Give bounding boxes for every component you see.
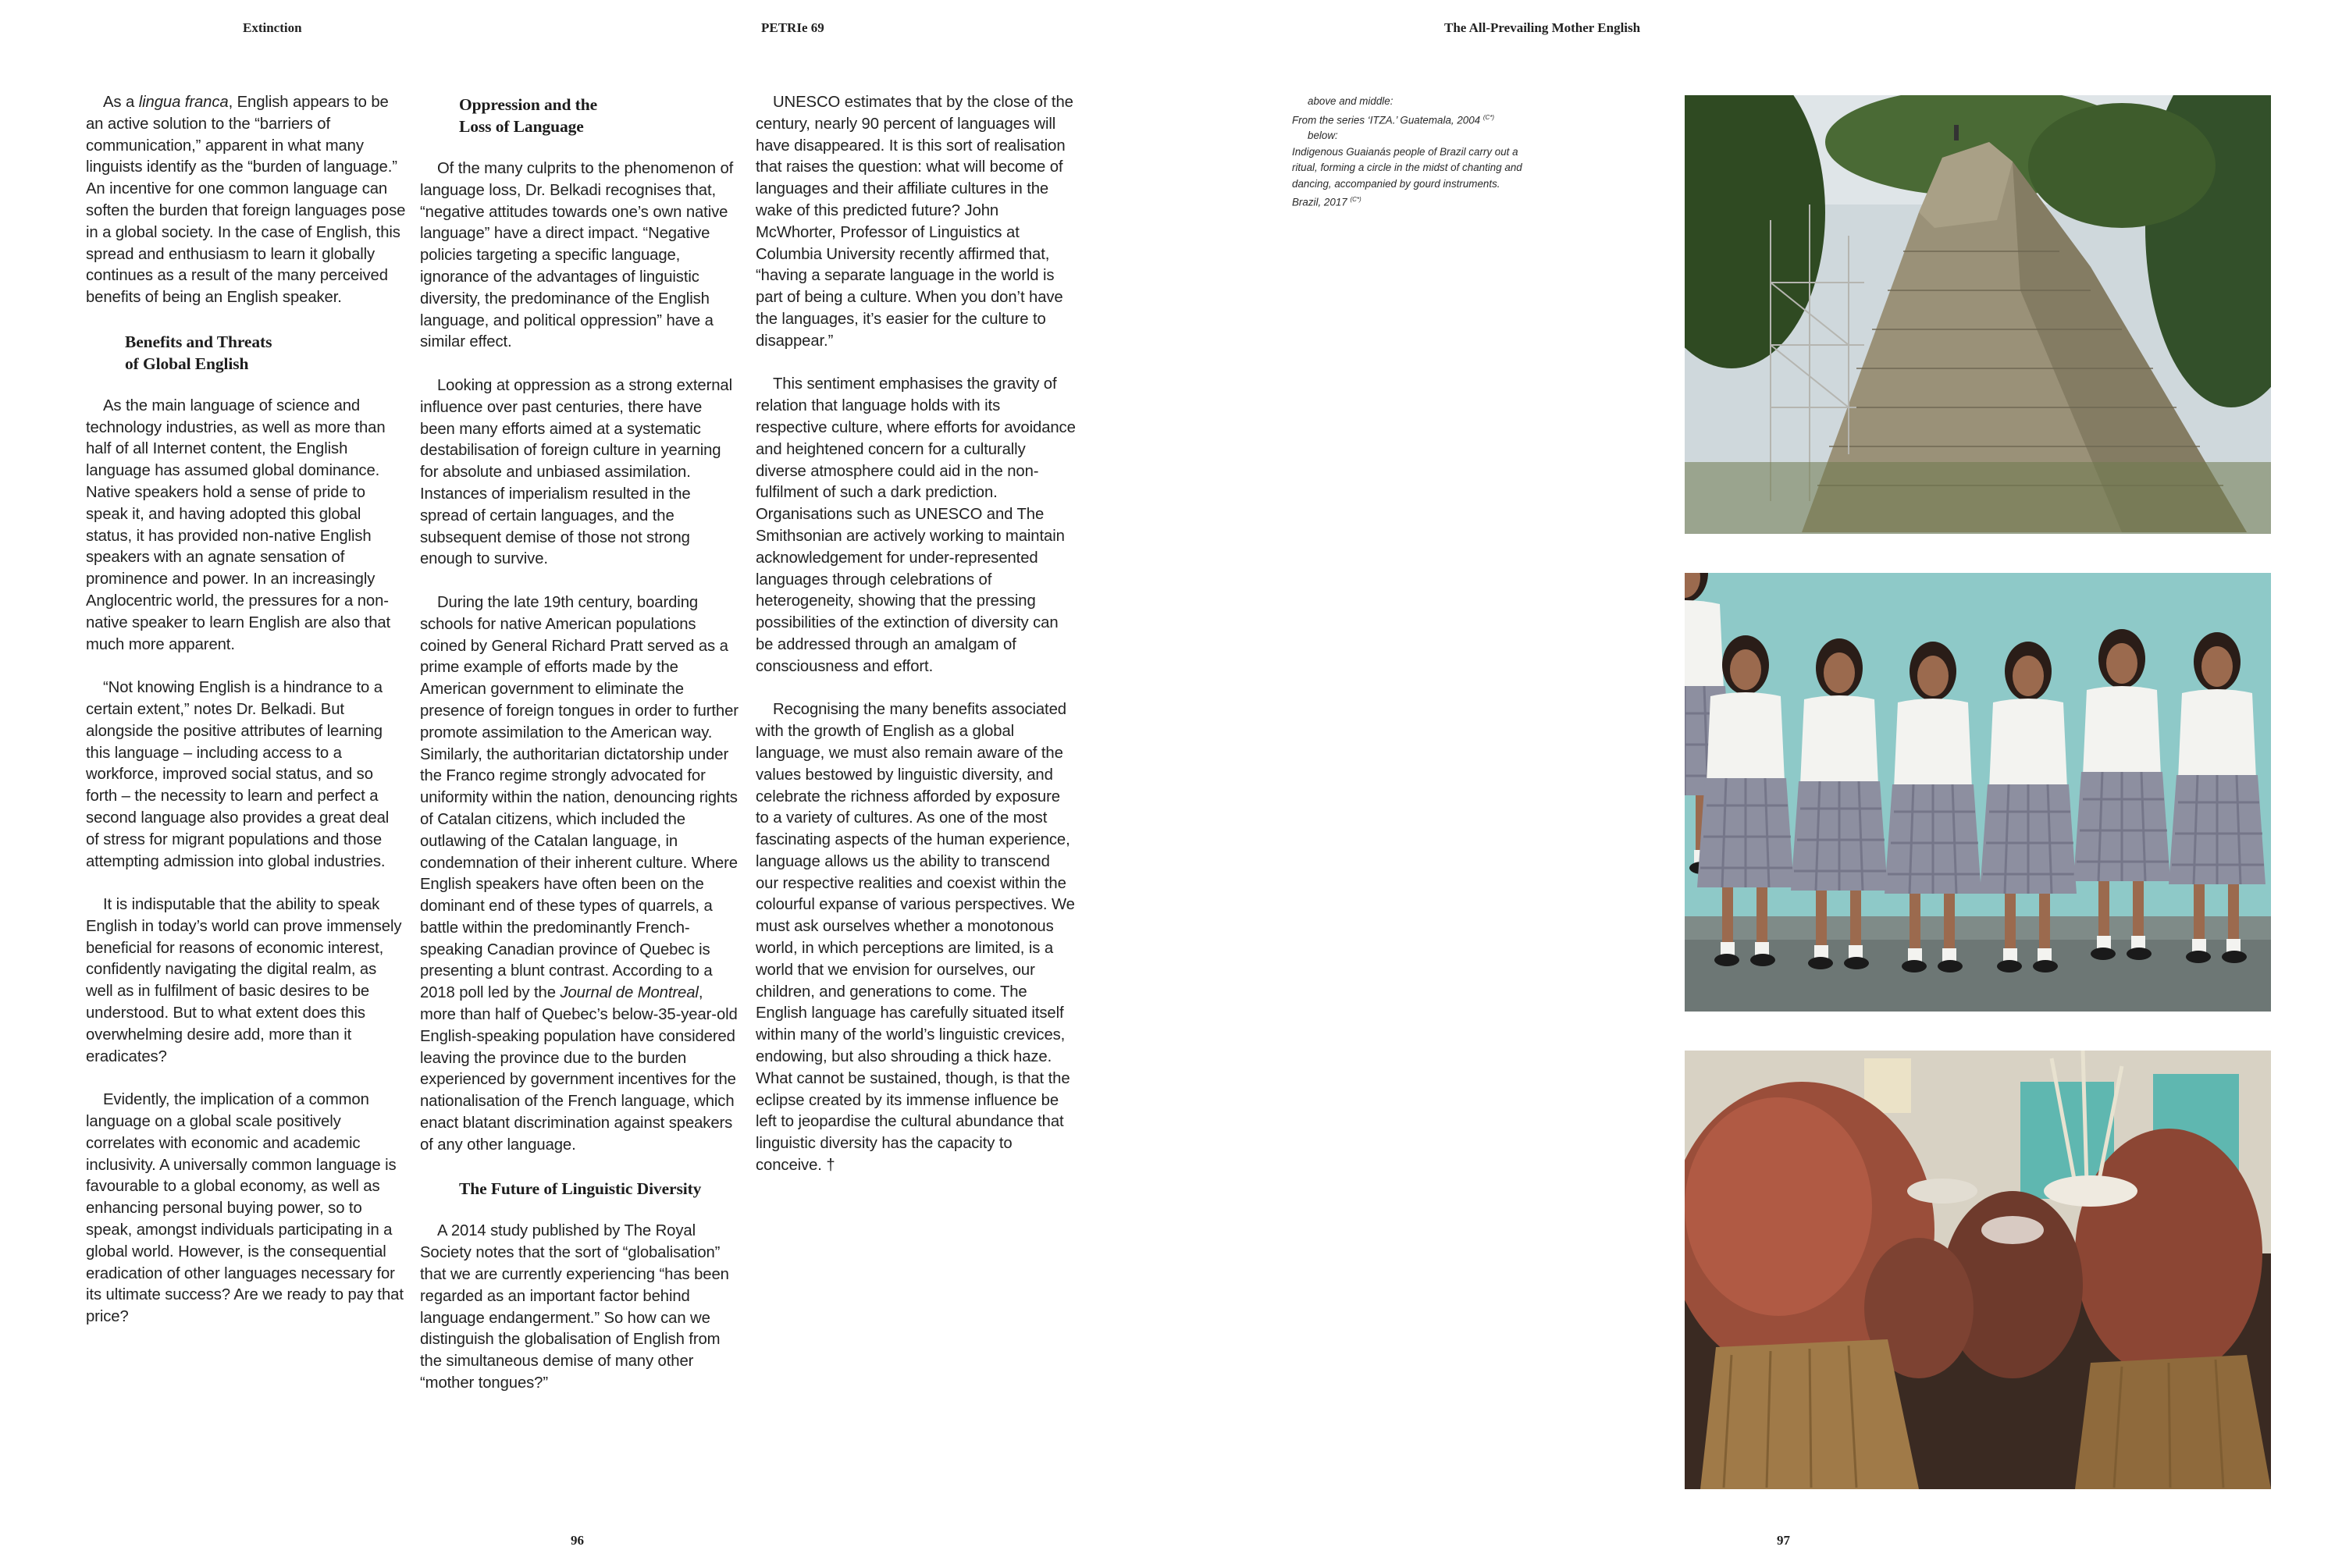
photo-caption	[1292, 94, 1526, 211]
caption-label-below: below:	[1308, 130, 1338, 142]
caption-label-above: above and middle:	[1308, 95, 1393, 107]
running-head-right: The All-Prevailing Mother English	[1444, 20, 1641, 35]
paragraph: Of the many culprits to the phenomenon of language loss, Dr. Belkadi recognises that, “negative attitudes towards one’s own native language” have a direct impact. “Negative policies targeting a specific language, ignorance of the advantages of linguistic diversity, the predominance of the English language, and political oppression” have a similar effect.	[420, 160, 734, 351]
paragraph: During the late 19th century, boarding schools for native American populations coined by General Richard Pratt served as a prime example of efforts made by the American government to eliminate the presence of foreign tongues in order to further promote assimilation to the American way. Similarly, the authoritarian dictatorship under the Franco regime strongly advocated for uniformity within the nation, denouncing rights of Catalan citizens, which included the outlawing of the Catalan language, in condemnation of their inherent culture. Where English speakers have often been on the dominant end of these types of quarrels, a battle within the predominantly French-speaking Canadian province of Quebec is presenting a blunt contrast. According to a 2018 poll led by the Journal de Montreal, more than half of Quebec’s below-35-year-old English-speaking population have considered leaving the province due to the burden experienced by government incentives for the nationalisation of the French language, which enact blatant discrimination against speakers of any other language.	[420, 593, 739, 1154]
paragraph: It is indisputable that the ability to speak English in today’s world can prove immensely beneficial for reasons of economic interest, confidently navigating the digital realm, as well as in fulfilment of basic desires to be understood. But to what extent does this overwhelming desire add, more than it eradicates?	[86, 896, 402, 1065]
paragraph: As a lingua franca, English appears to be an active solution to the “barriers of communication,” apparent in what many linguists identify as the “burden of language.” An incentive for one common language can soften the burden that foreign languages pose in a global society. In the case of English, this spread and enthusiasm to learn it globally continues as a result of the many perceived benefits of being an English speaker.	[86, 94, 406, 307]
paragraph: A 2014 study published by The Royal Society notes that the sort of “globalisation” that we are currently experiencing “has been regarded as an important factor behind language endangerment.” So how can we distinguish the globalisation of English from the simultaneous demise of many other “mother tongues?”	[420, 1222, 729, 1392]
section-heading: Oppression and the Loss of Language	[459, 95, 598, 136]
paragraph: Evidently, the implication of a common language on a global scale positively correlates with economic and academic inclusivity. A universally common language is favourable to a global economy, as well as enhancing personal buying power, so to speak, amongst individuals participating in a global world. However, is the consequential eradication of other languages necessary for its ultimate success? Are we ready to pay that price?	[86, 1091, 404, 1326]
paragraph: As the main language of science and technology industries, as well as more than half of all Internet content, the English language has assumed global dominance. Native speakers hold a sense of pride to speak it, and having adopted this global status, it has provided non-native English speakers with an agnate sensation of prominence and power. In an increasingly Anglocentric world, the pressures for a non-native speaker to learn English are also that much more apparent.	[86, 396, 391, 653]
caption-text-above: From the series ‘ITZA.’ Guatemala, 2004 $^{(C*)}$	[1292, 113, 1495, 126]
paragraph: Looking at oppression as a strong external influence over past centuries, there have been many efforts aimed at a systematic destabilisation of foreign culture in yearning for absolute and unbiased assimilation. Instances of imperialism resulted in the spread of certain languages, and the subsequent demise of those not strong enough to survive.	[420, 376, 733, 568]
paragraph: Recognising the many benefits associated with the growth of English as a global language, we must also remain aware of the values bestowed by linguistic diversity, and celebrate the richness afforded by exposure to a variety of cultures. As one of the most fascinating aspects of the human experience, language allows us the ability to transcend our respective realities and coexist within the colourful expanse of various perspectives. We must ask ourselves whether a monotonous world, in which perceptions are limited, is a world that we envision for ourselves, our children, and generations to come. The English language has carefully situated itself within many of the world’s linguistic crevices, endowing, but also shrouding a thick haze. What cannot be sustained, though, is that the eclipse created by its immense influence be left to jeopardise the cultural abundance that linguistic diversity has the capacity to conceive. †	[756, 701, 1075, 1175]
text-column-2	[420, 92, 740, 1417]
running-head-center: PETRIe 69	[761, 20, 824, 35]
text-column-3	[756, 92, 1076, 1199]
caption-text-below: Indigenous Guaianás people of Brazil carry out a ritual, forming a circle in the midst of chanting and dancing, accompanied by gourd instruments. Brazil, 2017 $^{(C*)}$	[1292, 145, 1522, 208]
text-column-1	[86, 92, 406, 1350]
photo-ritual-dancers	[1685, 1051, 2271, 1489]
section-heading: The Future of Linguistic Diversity	[459, 1179, 702, 1199]
page-number-left: 96	[571, 1533, 584, 1548]
paragraph: UNESCO estimates that by the close of the century, nearly 90 percent of languages will have disappeared. It is this sort of realisation that raises the question: what will become of languages and their affiliate cultures in the wake of this predicted future? John McWhorter, Professor of Linguistics at Columbia University recently affirmed that, “having a separate language in the world is part of being a culture. When you don’t have the languages, it’s easier for the culture to disappear.”	[756, 94, 1073, 350]
section-heading: Benefits and Threats of Global English	[125, 332, 272, 373]
paragraph: This sentiment emphasises the gravity of relation that language holds with its respective culture, where efforts for avoidance and heightened concern for a culturally diverse atmosphere could aid in the non-fulfilment of such a dark prediction. Organisations such as UNESCO and The Smithsonian are actively working to maintain acknowledgement for under-represented languages through celebrations of heterogeneity, showing that the pressing possibilities of the extinction of diversity can be addressed through an amalgam of consciousness and effort.	[756, 375, 1076, 675]
photo-schoolgirls	[1685, 573, 2271, 1012]
paragraph: “Not knowing English is a hindrance to a certain extent,” notes Dr. Belkadi. But alongside the positive attributes of learning this language – including access to a workforce, improved social status, and so forth – the necessity to learn and perfect a second language also provides a great deal of stress for migrant populations and those attempting admission into global industries.	[86, 679, 390, 870]
photo-pyramid	[1685, 95, 2271, 534]
running-head-left: Extinction	[243, 20, 302, 35]
page-number-right: 97	[1777, 1533, 1790, 1548]
